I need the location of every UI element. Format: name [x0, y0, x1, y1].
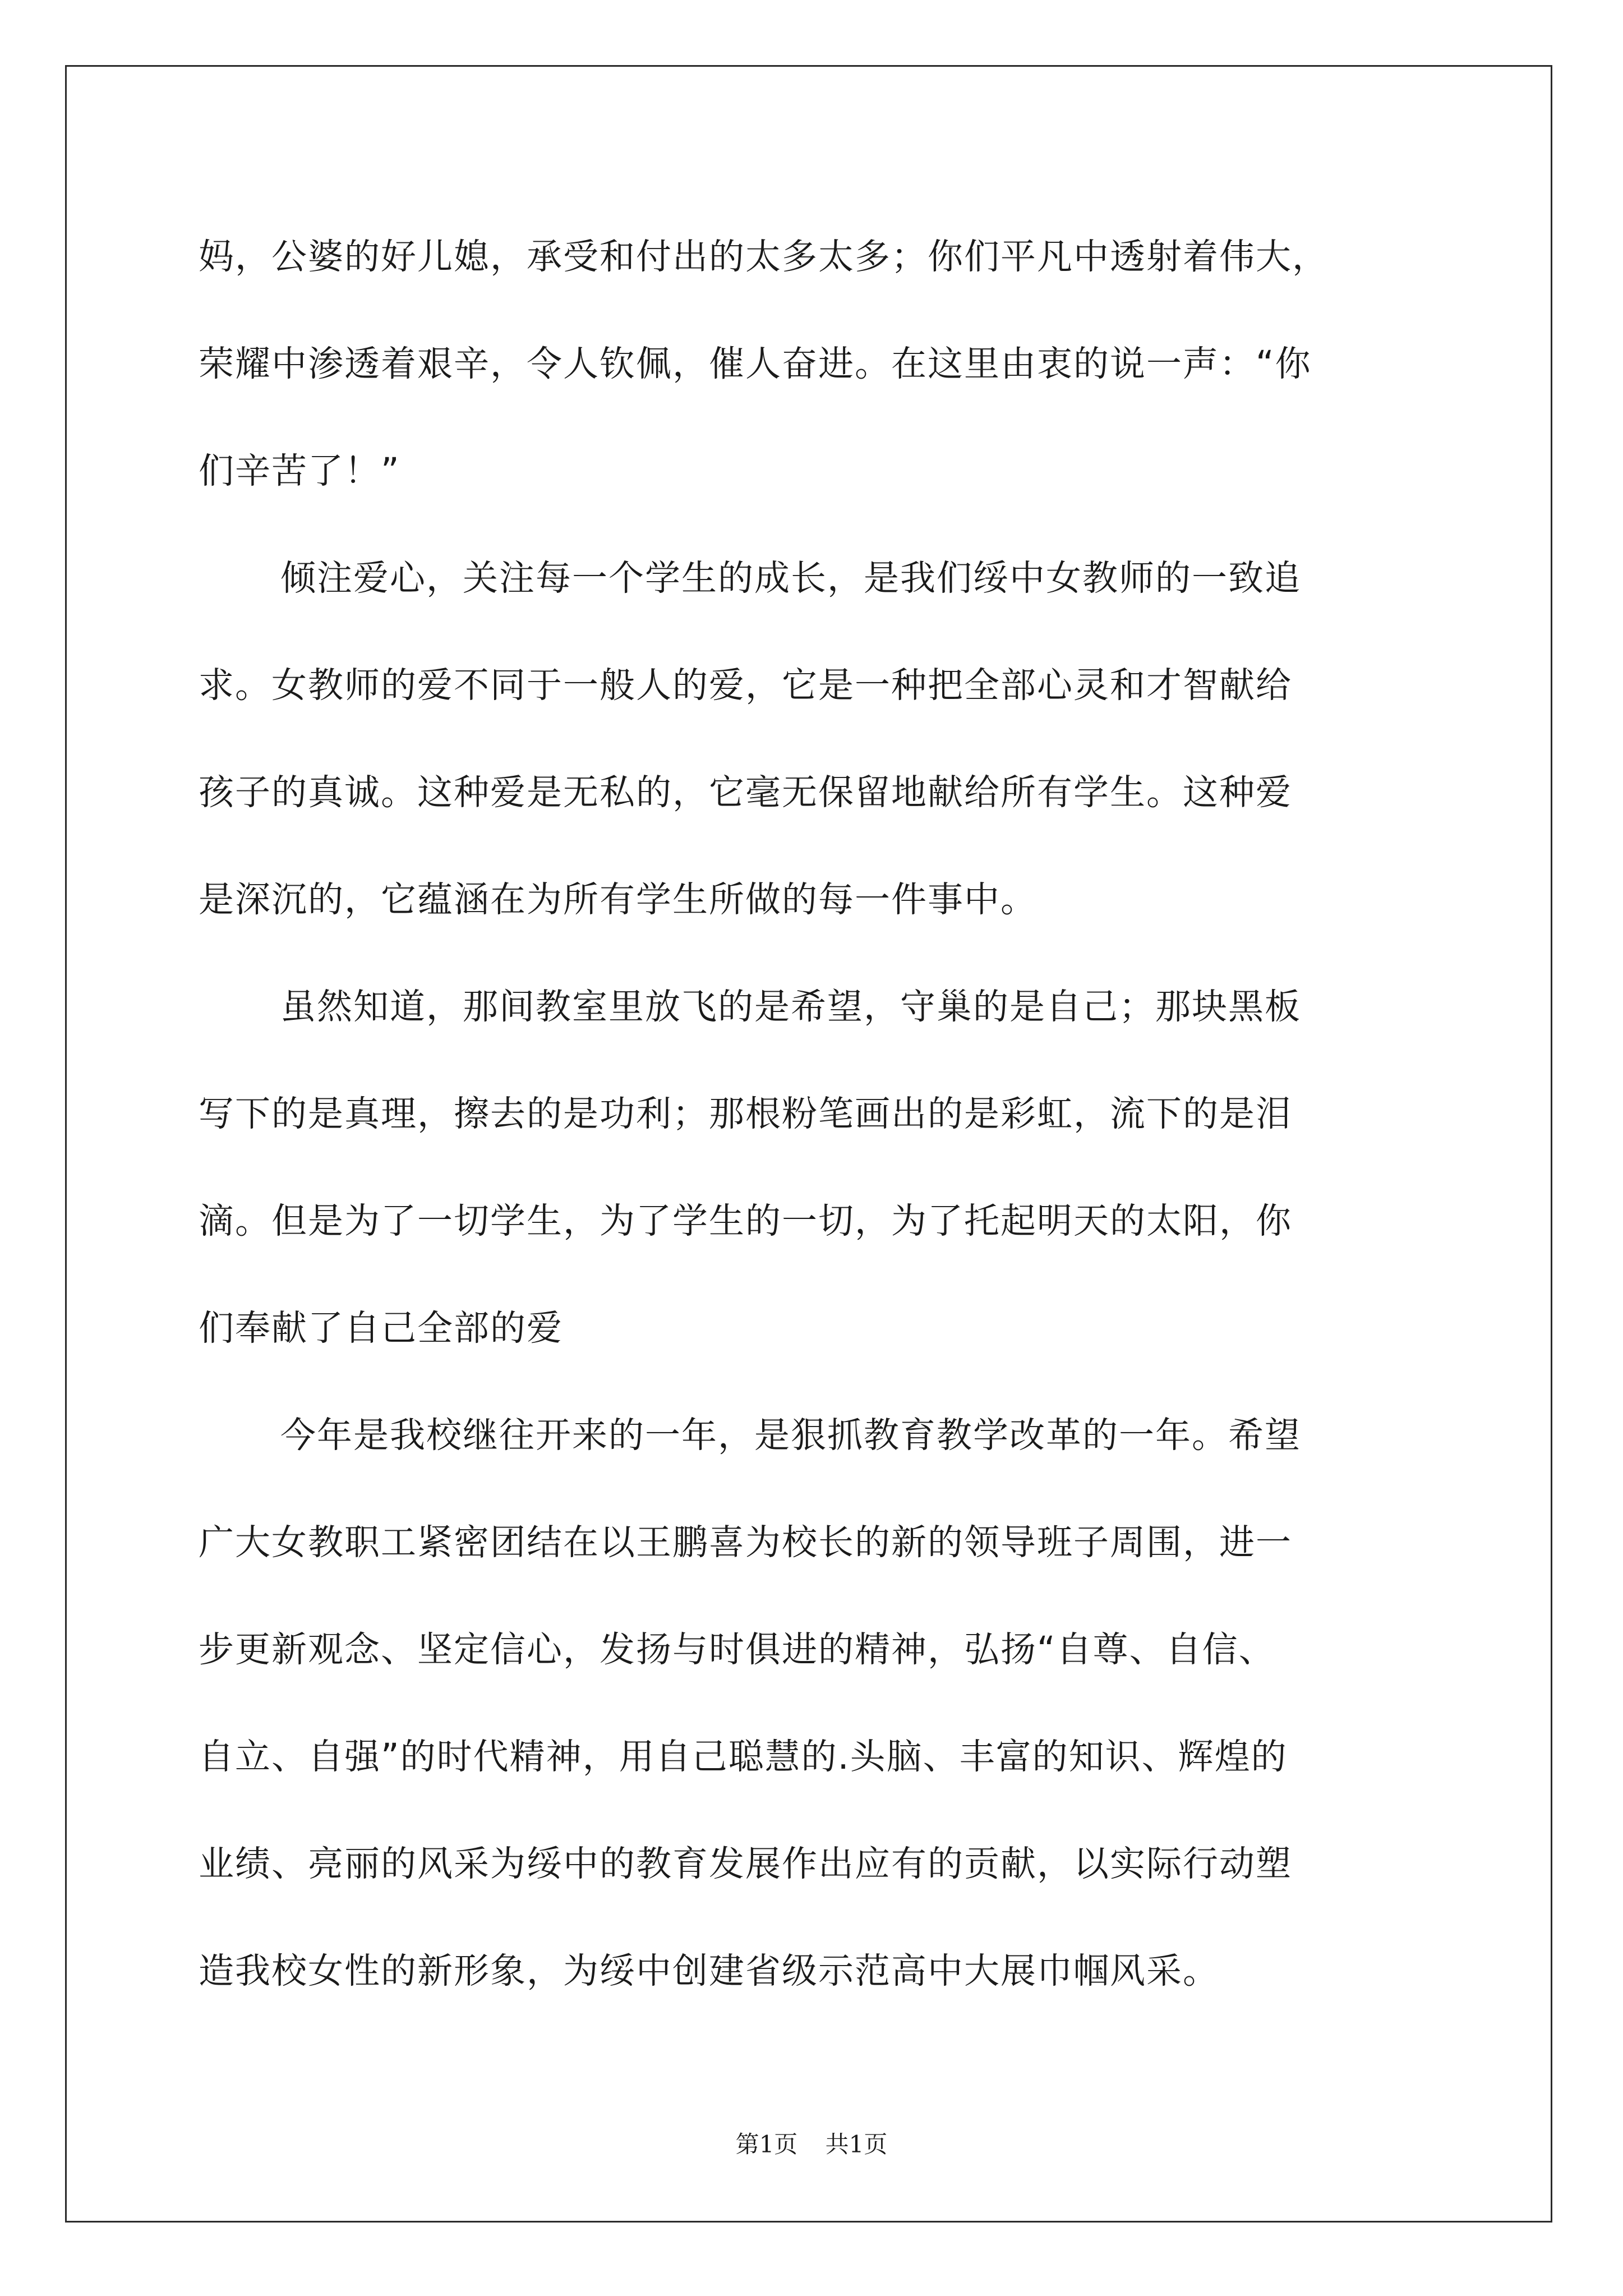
- paragraph: [199, 203, 1432, 524]
- text-line: 虽然知道，那间教室里放飞的是希望，守巢的是自己；那块黑板: [280, 986, 1301, 1027]
- text-line: 广大女教职工紧密团结在以王鹏喜为校长的新的领导班子周围，进一: [199, 1522, 1292, 1563]
- text-line: 写下的是真理，擦去的是功利；那根粉笔画出的是彩虹，流下的是泪: [199, 1093, 1292, 1134]
- page-number-total: 共1页: [825, 2131, 888, 2158]
- text-line: 今年是我校继往开来的一年，是狠抓教育教学改革的一年。希望: [280, 1415, 1301, 1456]
- paragraph: [199, 953, 1432, 1382]
- text-line: 们奉献了自己全部的爱: [199, 1308, 563, 1349]
- paragraph: [199, 524, 1432, 953]
- text-line: 业绩、亮丽的风采为绥中的教育发展作出应有的贡献，以实际行动塑: [199, 1843, 1292, 1884]
- text-line: 求。女教师的爱不同于一般人的爱，它是一种把全部心灵和才智献给: [199, 665, 1292, 706]
- text-line: 倾注爱心，关注每一个学生的成长，是我们绥中女教师的一致追: [280, 558, 1301, 599]
- document-body: [199, 203, 1432, 2024]
- text-line: 孩子的真诚。这种爱是无私的，它毫无保留地献给所有学生。这种爱: [199, 772, 1292, 813]
- text-line: 造我校女性的新形象，为绥中创建省级示范高中大展巾帼风采。: [199, 1950, 1219, 1991]
- text-line: 荣耀中渗透着艰辛，令人钦佩，催人奋进。在这里由衷的说一声：“你: [199, 343, 1312, 384]
- text-line: 们辛苦了！”: [199, 450, 400, 491]
- text-line: 妈，公婆的好儿媳，承受和付出的太多太多；你们平凡中透射着伟大，: [199, 236, 1329, 277]
- text-line: 滴。但是为了一切学生，为了学生的一切，为了托起明天的太阳，你: [199, 1200, 1292, 1241]
- paragraph: [199, 1382, 1432, 2024]
- page-footer: [0, 2126, 1623, 2160]
- text-line: 是深沉的，它蕴涵在为所有学生所做的每一件事中。: [199, 879, 1037, 920]
- text-line: 步更新观念、坚定信心，发扬与时俱进的精神，弘扬“自尊、自信、: [199, 1629, 1275, 1670]
- page-number-current: 第1页: [735, 2131, 798, 2158]
- text-line: 自立、自强”的时代精神，用自己聪慧的.头脑、丰富的知识、辉煌的: [199, 1736, 1288, 1777]
